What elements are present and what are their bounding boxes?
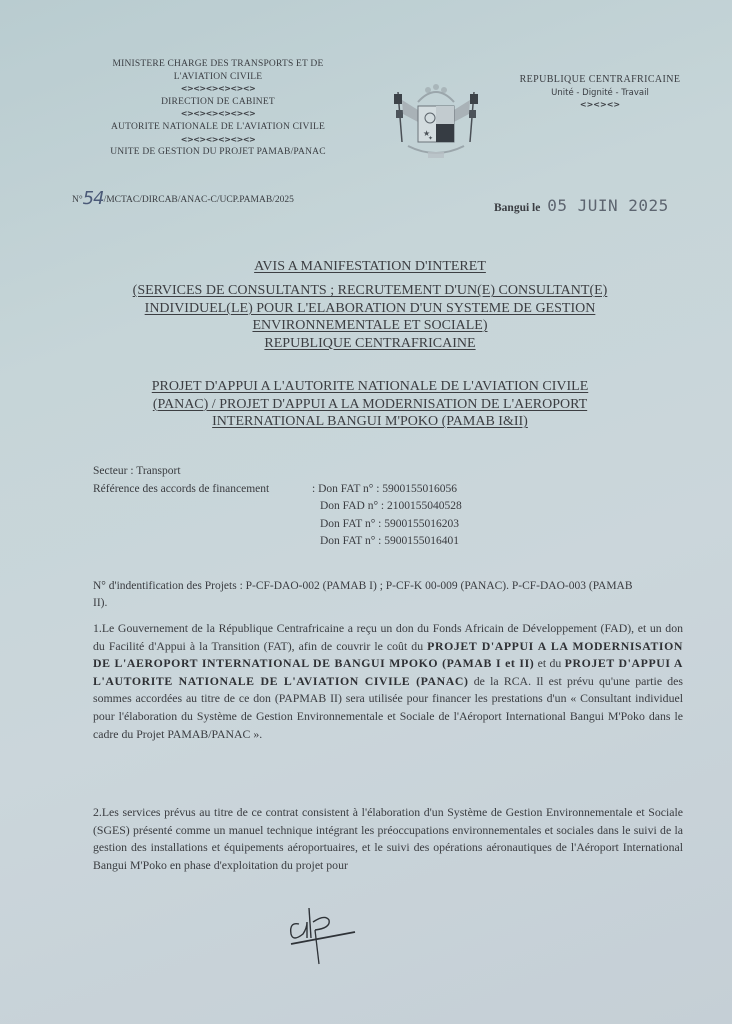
services-title: [90, 282, 650, 352]
ministry-line-1: MINISTERE CHARGE DES TRANSPORTS ET DE: [112, 59, 324, 69]
signature-initials-icon: [285, 904, 365, 966]
project-title: [90, 378, 650, 431]
reference-number: [72, 186, 294, 207]
services-line: INDIVIDUEL(LE) POUR L'ELABORATION D'UN SYSTEME DE GESTION: [144, 300, 596, 316]
date-line: [494, 196, 669, 215]
coat-of-arms-icon: [388, 80, 484, 164]
republic-header: [500, 74, 700, 112]
ornament-separator: <><><><><><>: [180, 109, 256, 119]
paragraph-text: 1.Le Gouvernement de la République Centrafricaine a reçu un don du Fonds Africain de Développement (FAD), et un don du Facilité d'Appui à la Transition (FAT), afin de couvrir le coût du: [93, 621, 683, 653]
anac-line: AUTORITE NATIONALE DE L'AVIATION CIVILE: [111, 121, 325, 132]
svg-text:✦: ✦: [428, 136, 434, 142]
financing-list: [312, 481, 462, 551]
direction-cabinet: DIRECTION DE CABINET: [161, 96, 275, 107]
services-line: REPUBLIQUE CENTRAFRICAINE: [264, 335, 476, 351]
financing-item: Don FAD n° : 2100155040528: [320, 500, 462, 513]
project-line: PROJET D'APPUI A L'AUTORITE NATIONALE DE L'AVIATION CIVILE: [151, 379, 589, 394]
project-identifiers: N° d'indentification des Projets : P-CF-DAO-002 (PAMAB I) ; P-CF-K 00-009 (PANAC). P-CF-DAO-003 (PAMAB II).: [93, 580, 633, 609]
paragraph-text: de la RCA. Il est prévu qu'une partie des sommes accordées au titre de ce don (PAPMAB II) sera utilisée pour financer les prestations d'un « Consultant individuel pour l'élaboration du Système de Gestion Environnementale et Sociale de l'Aéroport International Bangui M'Poko dans le cadre du Projet PAMAB/PANAC ».: [93, 673, 683, 741]
ornament-separator: <><><><><><>: [180, 84, 256, 94]
svg-text:★: ★: [423, 129, 431, 138]
ministry-header: [78, 58, 358, 159]
paragraph-2: 2.Les services prévus au titre de ce contrat consistent à l'élaboration d'un Système de Gestion Environnementale et Sociale (SGES) présenté comme un manuel technique intégrant les préoccupations environnementales et sociales dans le suivi de la gestion des installations et équipements aéroportuaires, et le suivi des opérations aéronautiques de l'Aéroport International Bangui M'Poko en phase d'exploitation du projet pour: [93, 805, 683, 872]
paragraph-bold-project: PROJET D'APPUI A L'AUTORITE NATIONALE DE L'AVIATION CIVILE (PANAC): [93, 656, 683, 688]
republic-title: REPUBLIQUE CENTRAFRICAINE: [519, 74, 681, 85]
paragraph-text: et du: [534, 656, 565, 671]
financing-item: Don FAT n° : 5900155016203: [320, 517, 459, 530]
national-motto: Unité - Dignité - Travail: [551, 87, 649, 98]
paragraph-bold-project: PROJET D'APPUI A LA MODERNISATION DE L'AEROPORT INTERNATIONAL DE BANGUI MPOKO (PAMAB I et II): [93, 638, 683, 671]
ref-number-handwritten: 54: [82, 188, 104, 209]
ucp-line: UNITE DE GESTION DU PROJET PAMAB/PANAC: [110, 147, 326, 158]
project-line: INTERNATIONAL BANGUI M'POKO (PAMAB I&II): [212, 414, 528, 429]
date-label: Bangui le: [494, 202, 541, 214]
date-stamp: 05 JUIN 2025: [547, 196, 669, 215]
financing-item: Don FAT n° : 5900155016401: [320, 535, 459, 548]
project-line: (PANAC) / PROJET D'APPUI A LA MODERNISATION DE L'AEROPORT: [152, 396, 588, 412]
sector: Secteur : Transport: [93, 465, 181, 477]
financing-label: Référence des accords de financement: [93, 482, 270, 495]
ornament-separator: <><><><><><>: [180, 134, 256, 144]
notice-title: [90, 258, 650, 276]
financing-item: : Don FAT n° : 5900155016056: [312, 482, 458, 495]
notice-title-text: AVIS A MANIFESTATION D'INTERET: [254, 259, 486, 274]
ref-suffix: /MCTAC/DIRCAB/ANAC-C/UCP.PAMAB/2025: [103, 195, 294, 205]
ref-prefix: N°: [72, 195, 83, 205]
project-info: [93, 463, 462, 548]
ornament-separator: <><><>: [579, 100, 621, 109]
services-line: ENVIRONNEMENTALE ET SOCIALE): [252, 318, 488, 333]
services-line: (SERVICES DE CONSULTANTS ; RECRUTEMENT D'UN(E) CONSULTANT(E): [132, 283, 608, 298]
paragraph-1: [93, 620, 683, 743]
ministry-line-2: L'AVIATION CIVILE: [173, 71, 263, 82]
